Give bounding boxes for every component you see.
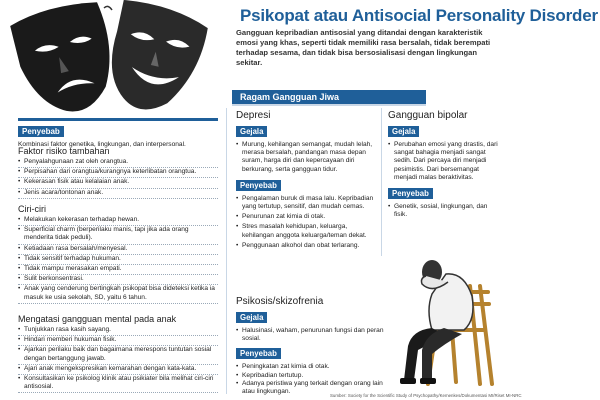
faktor-item: • Penyalahgunaan zat oleh orangtua. <box>18 158 218 168</box>
faktor-item: • Jenis acara/tontonan anak. <box>18 189 218 199</box>
middle-divider <box>381 108 382 256</box>
bipolar-penyebab-label: Penyebab <box>388 188 433 199</box>
ciri-item-text: Superficial charm (berperilaku manis, tapi jika ada orang menderita tidak peduli). <box>24 226 189 242</box>
intro-text: Gangguan kepribadian antisosial yang ditandai dengan karakteristik emosi yang khas, seperti tidak memiliki rasa bersalah, tidak berempati terhadap sesama, dan tidak bisa bersosialisasi dengan lingkungan sekitar. <box>236 28 491 67</box>
depresi-gejala-text: • Murung, kehilangan semangat, mudah lelah, merasa bersalah, pandangan masa depan suram, harga diri dan kepercayaan diri berkurang, serta gangguan tidur. <box>236 141 374 174</box>
depresi-section <box>236 110 374 250</box>
page-title: Psikopat atau Antisocial Personality Disorder <box>240 6 598 25</box>
mengatasi-item: • Ajari anak mengekspresikan kemarahan dengan kata-kata. <box>18 365 218 375</box>
psikosis-gejala-text: • Halusinasi, waham, penurunan fungsi dan peran sosial. <box>236 327 386 343</box>
happy-theatre-mask-icon <box>102 0 211 119</box>
faktor-section <box>18 146 218 199</box>
mengatasi-title: Mengatasi gangguan mental pada anak <box>18 314 177 324</box>
psikosis-title: Psikosis/skizofrenia <box>236 296 324 307</box>
source-note: Sumber: Society for the Scientific Study of Psychopathy/Kemenkes/Dokumentasi MI/Riset MI-NRC <box>330 393 522 398</box>
faktor-item: • Kekerasan fisik atau kelalaian anak. <box>18 178 218 188</box>
depresi-penyebab-item: • Pengalaman buruk di masa lalu. Kepribadian yang tertutup, sensitif, dan mudah cemas. <box>236 195 374 211</box>
depresi-title: Depresi <box>236 110 271 121</box>
psikosis-penyebab-item: • Peningkatan zat kimia di otak. <box>236 363 386 371</box>
bipolar-penyebab-text: • Genetik, sosial, lingkungan, dan fisik. <box>388 203 500 219</box>
mengatasi-item: • Hindari memberi hukuman fisik. <box>18 336 218 346</box>
ciri-title: Ciri-ciri <box>18 204 46 214</box>
penyebab-bar <box>18 118 218 121</box>
mengatasi-item: • Ajarkan perilaku baik dan bagaimana merespons tuntutan sosial dengan bertanggung jawab. <box>18 346 218 364</box>
ciri-item: • Sulit berkonsentrasi. <box>18 275 218 285</box>
depresi-penyebab-item: • Penurunan zat kimia di otak. <box>236 213 374 221</box>
penyebab-label: Penyebab <box>18 126 64 137</box>
psikosis-penyebab-label: Penyebab <box>236 348 281 359</box>
psikosis-penyebab-item: • Adanya peristiwa yang terkait dengan orang lain atau lingkungan. <box>236 380 386 396</box>
faktor-item: • Perpisahan dari orangtua/kurangnya keterlibatan orangtua. <box>18 168 218 178</box>
ciri-item: • Melakukan kekerasan terhadap hewan. <box>18 216 218 226</box>
bipolar-gejala-label: Gejala <box>388 126 419 137</box>
theatre-masks-illustration <box>0 0 232 122</box>
depresi-penyebab-item: • Penggunaan alkohol dan obat terlarang. <box>236 242 374 250</box>
depresi-gejala-label: Gejala <box>236 126 267 137</box>
depresi-penyebab-label: Penyebab <box>236 180 281 191</box>
ciri-item <box>18 226 218 244</box>
ragam-header: Ragam Gangguan Jiwa <box>232 90 426 104</box>
bipolar-gejala-text: • Perubahan emosi yang drastis, dari sangat bahagia menjadi sangat sedih. Dari percaya diri menjadi pesimistis. Dari bersemangat menjadi malas beraktivitas. <box>388 141 500 182</box>
faktor-title: Faktor risiko tambahan <box>18 146 110 156</box>
ciri-item: • Tidak mampu merasakan empati. <box>18 265 218 275</box>
mengatasi-section <box>18 314 218 393</box>
psikosis-gejala-label: Gejala <box>236 312 267 323</box>
ciri-section <box>18 204 218 304</box>
mengatasi-item: • Tunjukkan rasa kasih sayang. <box>18 326 218 336</box>
depressed-man-chair-icon <box>392 234 502 394</box>
ciri-item: • Tidak sensitif terhadap hukuman. <box>18 255 218 265</box>
bipolar-title: Gangguan bipolar <box>388 110 468 121</box>
depresi-penyebab-item: • Stres masalah kehidupan, keluarga, kehilangan anggota keluarga/teman dekat. <box>236 223 374 239</box>
penyebab-section <box>18 118 218 149</box>
ciri-item: • Ketiadaan rasa bersalah/menyesal. <box>18 245 218 255</box>
sad-theatre-mask-icon <box>9 0 124 122</box>
ciri-item: • Anak yang cenderung bertingkah psikopat bisa dideteksi ketika ia masuk ke usia sekolah, SD, yaitu 6 tahun. <box>18 285 218 303</box>
bipolar-section <box>388 110 500 219</box>
psikosis-section <box>236 296 386 396</box>
column-divider <box>226 108 227 394</box>
ragam-underline <box>232 104 426 106</box>
penyebab-text: Kombinasi faktor genetika, lingkungan, dan interpersonal. <box>18 141 186 148</box>
mengatasi-item: • Konsultasikan ke psikolog klinik atau psikiater bila melihat ciri-ciri antisosial. <box>18 375 218 393</box>
psikosis-penyebab-item: • Kepribadian tertutup. <box>236 372 386 380</box>
